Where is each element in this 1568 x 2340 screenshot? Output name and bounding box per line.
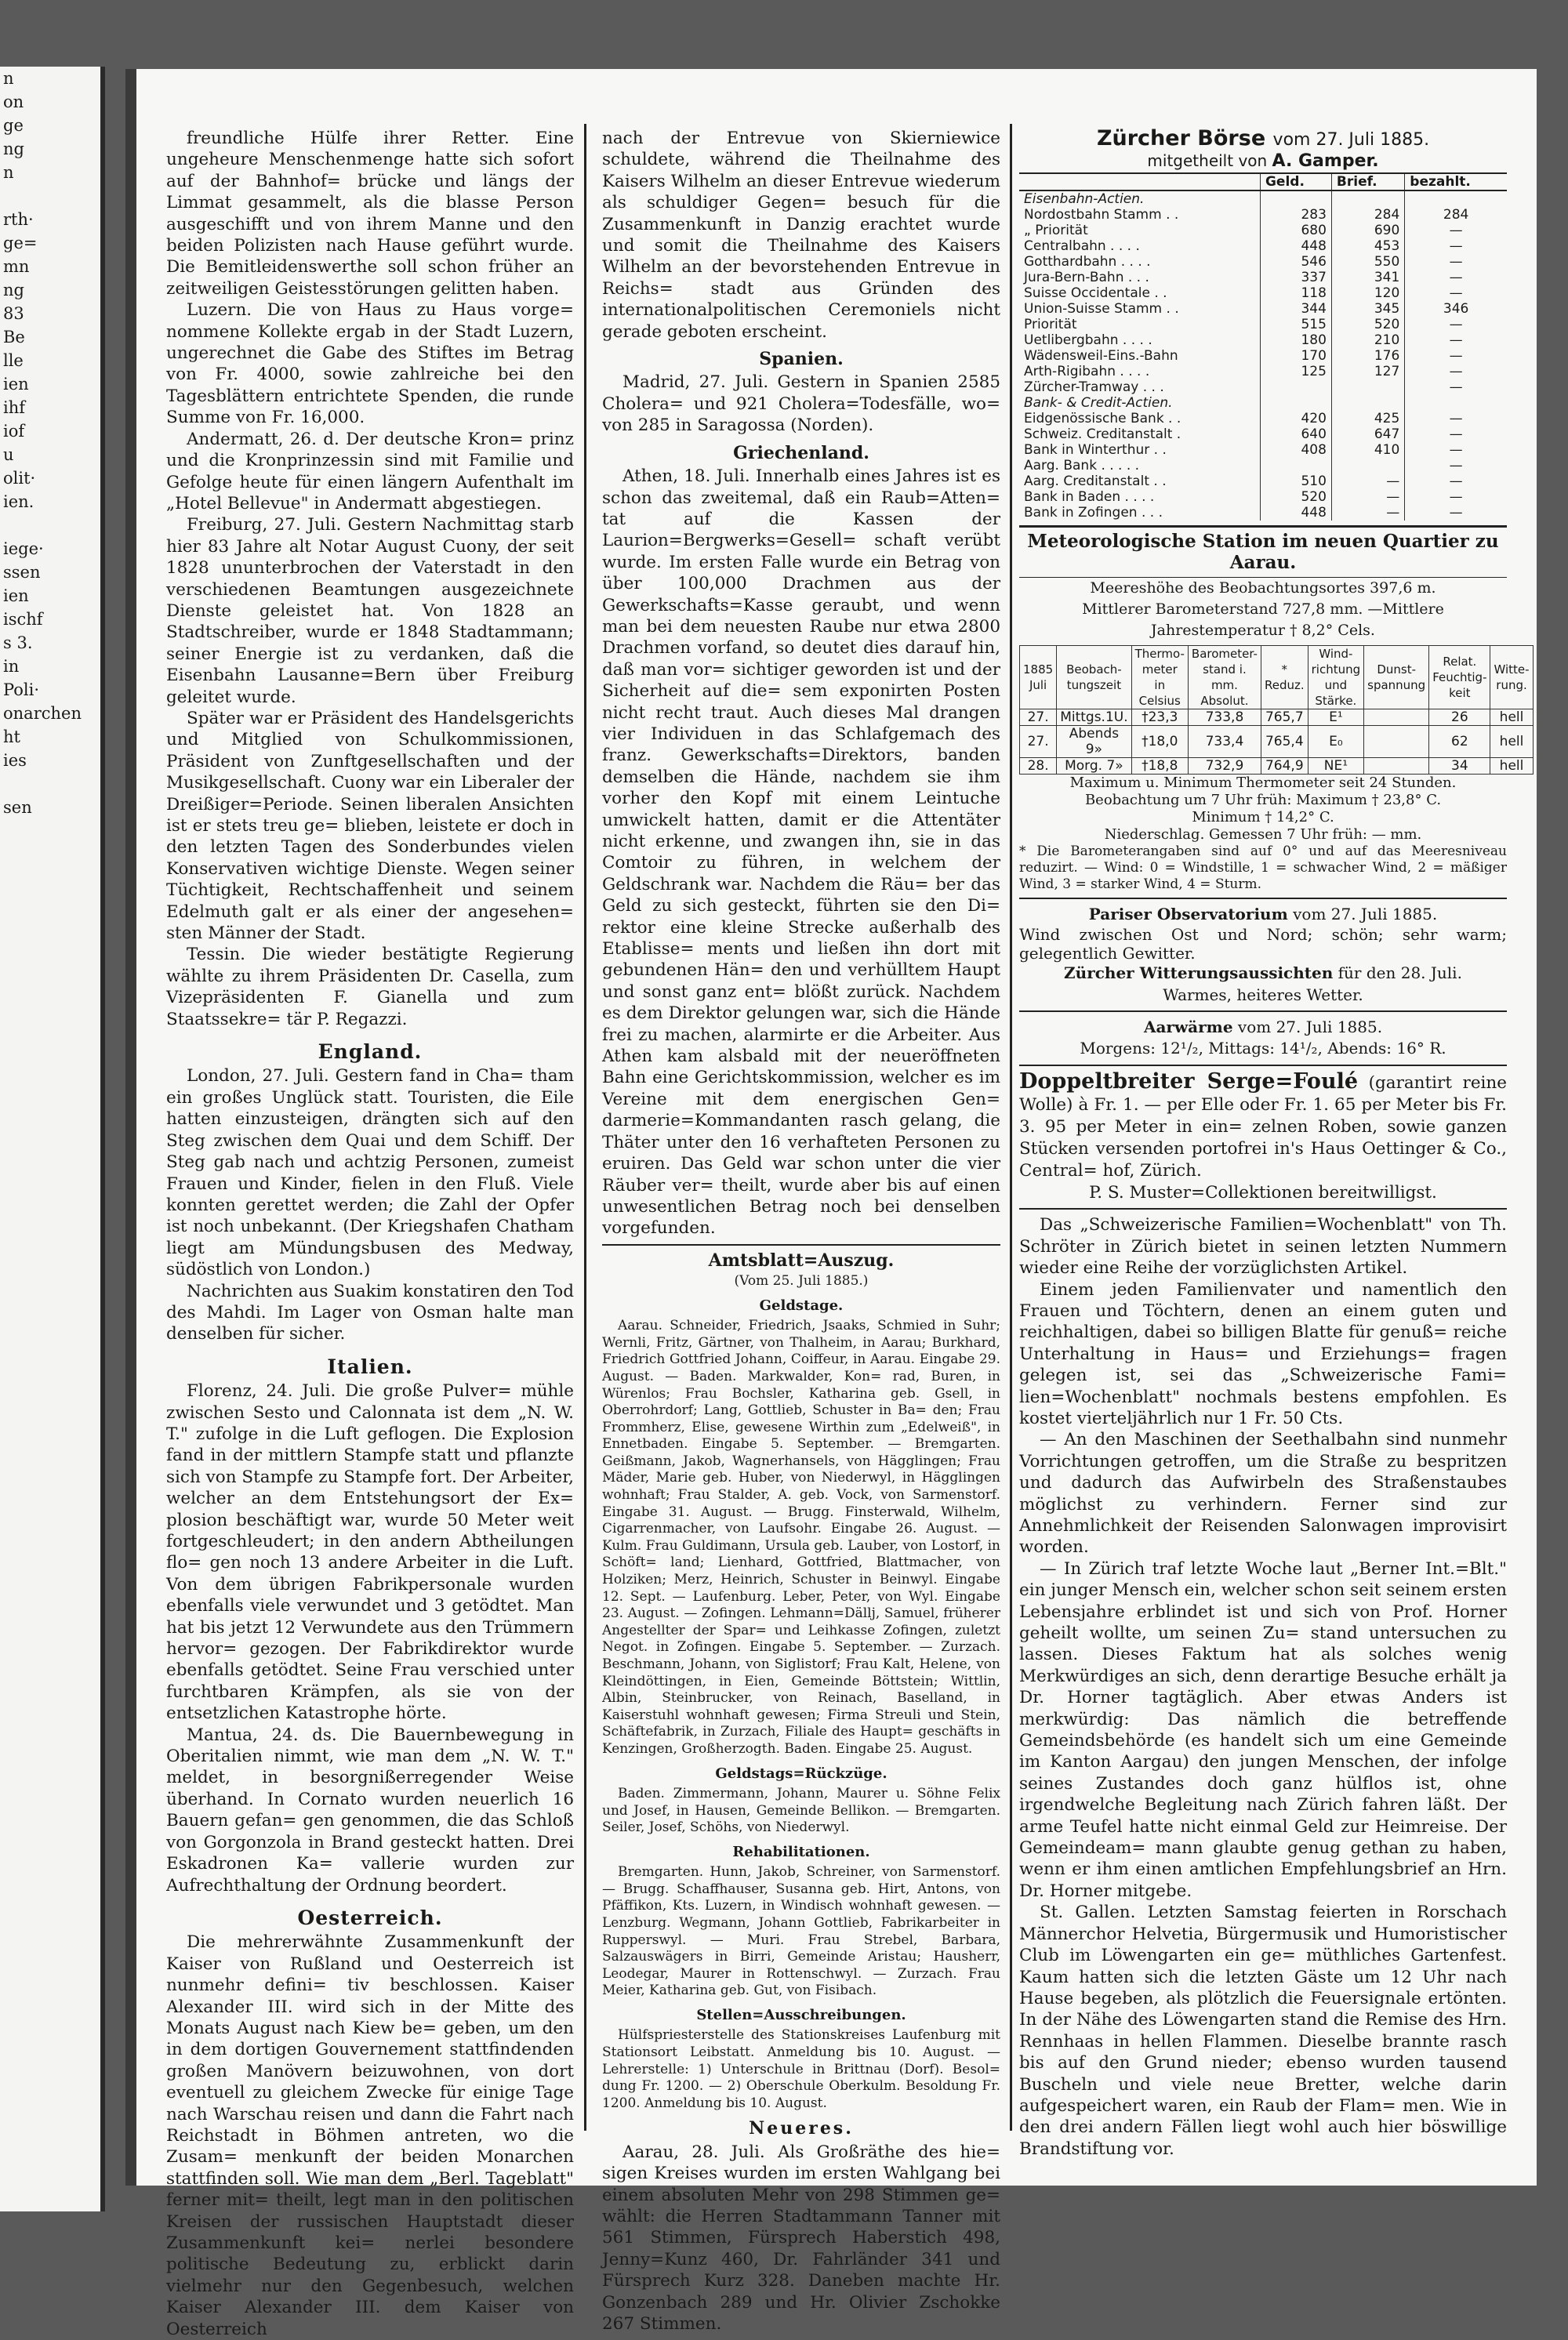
boerse-cell: [1260, 379, 1331, 395]
boerse-cell: 284: [1405, 207, 1507, 223]
heading-amtsblatt: Amtsblatt=Auszug.: [708, 1250, 895, 1271]
strip-fragment: onarchen: [3, 704, 82, 723]
met-observation: Beobachtung um 7 Uhr früh: Maximum † 23,8° C.: [1084, 791, 1442, 808]
boerse-cell: —: [1331, 505, 1404, 521]
boerse-cell: —: [1405, 364, 1507, 379]
article-zuerich-blind: — In Zürich traf letzte Woche laut „Berner Int.=Blt." ein junger Mensch ein, welcher schon seit seinem ersten Lebensjahre erblindet ist und sich von Prof. Horner geheilt wollte, um seinen Zu= stand untersuchen zu lassen. Dieses Faktum hat als solches wenig Merkwürdiges an sich, denn derartige Besuche erhält ja Dr. Horner tagtäglich. Aber etwas Anders ist merkwürdig: Das nämlich die betreffende Gemeindsbehörde (es handelt sich um eine Gemeinde im Kanton Aargau) den jungen Menschen, der infolge seines Zustandes doch ganz hülflos ist, ohne irgendwelche Begleitung nach Zürich fahren läßt. Der arme Teufel hatte nicht einmal Geld zur Heimreise. Der Gemeindeam= mann glaubte genug gethan zu haben, wenn er ihm einen amtlichen Empfehlungsbrief an Hrn. Dr. Horner mitgebe.: [1019, 1558, 1507, 1901]
rueckzuege-list: Baden. Zimmermann, Johann, Maurer u. Söhne Felix und Josef, in Hausen, Gemeinde Bellikon. — Bremgarten. Seiler, Josef, Schöhs, von Niederwyl.: [602, 1785, 1000, 1836]
strip-fragment: ht: [3, 727, 20, 746]
boerse-cell: 345: [1331, 301, 1404, 317]
boerse-row: [1019, 379, 1507, 395]
met-altitude: Meereshöhe des Beobachtungsortes 397,6 m.: [1090, 579, 1436, 597]
weather-cell: 765,4: [1261, 725, 1308, 757]
geldstage-list: Aarau. Schneider, Friedrich, Jsaaks, Schmied in Suhr; Wernli, Fritz, Gärtner, von Thalheim, in Aarau; Burkhard, Friedrich Gottfried Johann, Coiffeur, in Aarau. Eingabe 29. August. — Baden. Markwalder, Kon= rad, Buren, in Würenlos; Frau Bochsler, Katharina geb. Gsell, in Oberrohrdorf; Lang, Gottlieb, Schuster in Ba= den; Frau Frommherz, Elise, gewesene Wirthin zum „Edelweiß", in Ennetbaden. Eingabe 5. September. — Bremgarten. Geißmann, Jakob, Wagnerhansels, von Hägglingen; Frau Mäder, Marie geb. Huber, von Niederwyl, in Hägglingen wohnhaft; Frau Stalder, A. geb. Vock, von Sarmenstorf. Eingabe 31. August. — Brugg. Finsterwald, Wilhelm, Cigarrenmacher, von Laufsohr. Eingabe 26. August. — Kulm. Frau Guldimann, Ursula geb. Lauber, von Lostorf, in Schöft= land; Lienhard, Gottfried, Blattmacher, von Holziken; Merz, Heinrich, Schuster in Beinwyl. Eingabe 12. Sept. — Laufenburg. Leber, Peter, von Wyl. Eingabe 23. August. — Zofingen. Lehmann=Dällj, Samuel, früherer Angestellter der Spar= und Leihkasse Zofingen, zuletzt Negot. in Zofingen. Eingabe 5. September. — Zurzach. Beschmann, Johann, von Siglistorf; Frau Kalt, Helene, von Kleindöttingen, in Eien, Gemeinde Böttstein; Wittlin, Albin, Steinbrucker, von Reinach, Baselland, in Kaiserstuhl wohnhaft gewesen; Firma Streuli und Stein, Schäftefabrik, in Zurzach, Filiale des Haupt= geschäfts in Kenzingen, Großherzogth. Baden. Eingabe 25. August.: [602, 1318, 1000, 1757]
boerse-cell: Gotthardbahn . . . .: [1024, 253, 1151, 270]
aarwaerme-title: Aarwärme: [1143, 1018, 1233, 1037]
article-london: London, 27. Juli. Gestern fand in Cha= tham ein großes Unglück statt. Touristen, die Eile hatten einzusteigen, drängten sich auf den Steg zwischen dem Quai und dem Schiff. Der Steg gab nach und achtzig Personen, zumeist Frauen und Kinder, fielen in den Fluß. Viele konnten gerettet werden; die Zahl der Opfer ist noch unbekannt. (Der Kriegshafen Chatham liegt am Mündungsbusen des Medway, südöstlich von London.): [166, 1066, 574, 1280]
weather-cell: 733,4: [1188, 725, 1261, 757]
boerse-cell: [1260, 458, 1331, 473]
column-1: [166, 128, 574, 2340]
paris-text: Wind zwischen Ost und Nord; schön; sehr warm; gelegentlich Gewitter.: [1019, 925, 1507, 963]
boerse-cell: 520: [1331, 317, 1404, 332]
boerse-cell: 448: [1260, 505, 1331, 521]
aarwaerme-date: vom 27. Juli 1885.: [1237, 1018, 1383, 1037]
boerse-cell: Nordostbahn Stamm . .: [1024, 206, 1179, 223]
paris-heading: [1019, 904, 1507, 925]
boerse-cell: 408: [1260, 442, 1331, 458]
paris-title: Pariser Observatorium: [1088, 904, 1288, 923]
strip-fragment: [0, 513, 100, 537]
boerse-cell: —: [1405, 426, 1507, 442]
boerse-cell: —: [1405, 317, 1507, 332]
heading-oesterreich: Oesterreich.: [297, 1906, 443, 1929]
article-st-gallen: St. Gallen. Letzten Samstag feierten in Rorschach Männerchor Helvetia, Bürgermusik und Humoristischer Club im Löwengarten ein ge= müthliches Gartenfest. Kaum hatten sich die letzten Gäste um 12 Uhr nach Hause begeben, als plötzlich die Feuersignale ertönten. In der Nähe des Löwengarten stand die Remise des Hrn. Rennhaas in hellen Flammen. Dieselbe brannte rasch bis auf den Grund nieder; ebenso wurden tausend Buscheln und viele neue Bretter, welche darin aufgespeichert waren, ein Raub der Flam= men. Wie in den drei andern Fällen liegt wohl auch hier böswillige Brandstiftung vor.: [1019, 1903, 1507, 2159]
met-niederschlag: Niederschlag. Gemessen 7 Uhr früh: — mm.: [1104, 825, 1422, 843]
weather-header-cell: Dunst- spannung: [1364, 645, 1429, 709]
boerse-row: [1019, 364, 1507, 379]
article-kaiser: Die mehrerwähnte Zusammenkunft der Kaiser von Rußland und Oesterreich ist nunmehr defini= tiv beschlossen. Kaiser Alexander III. wird sich in der Mitte des Monats August nach Kiew be= geben, um den in dem dortigen Gouvernement stattfindenden großen Manövern beizuwohnen, von dort eventuell zu gleichem Zwecke für einige Tage nach Warschau reisen und dann die Fahrt nach Reichstadt in Böhmen antreten, wo die Zusam= menkunft der beiden Monarchen stattfinden soll. Wie man dem „Berl. Tageblatt" ferner mit= theilt, legt man in den politischen Kreisen der russischen Hauptstadt dieser Zusammenkunft kei= nerlei besondere politische Bedeutung zu, erblickt darin vielmehr nur den Gegenbesuch, welchen Kaiser Alexander III. dem Kaiser von Oesterreich: [166, 1932, 574, 2339]
boerse-cell: —: [1405, 223, 1507, 238]
boerse-cell: Priorität: [1024, 316, 1077, 332]
serge-ad: [1019, 1068, 1507, 1182]
boerse-row: [1019, 332, 1507, 348]
divider: [1019, 1208, 1507, 1210]
boerse-row: [1019, 207, 1507, 223]
met-footnote: * Die Barometerangaben sind auf 0° und auf das Meeresniveau reduzirt. — Wind: 0 = Windstille, 1 = schwacher Wind, 2 = mäßiger Wind, 3 = starker Wind, 4 = Sturm.: [1019, 843, 1507, 892]
boerse-cell: Jura-Bern-Bahn . . .: [1024, 269, 1149, 285]
strip-fragment: [0, 772, 100, 796]
heading-geldstage: Geldstage.: [759, 1297, 844, 1314]
boerse-empty-cell: [1405, 190, 1507, 207]
amtsblatt-date: (Vom 25. Juli 1885.): [734, 1273, 869, 1290]
boerse-table: [1019, 172, 1507, 521]
article-luzern: Luzern. Die von Haus zu Haus vorge= nommene Kollekte ergab in der Stadt Luzern, ungerechnet die Gabe des Stiftes im Betrag von Fr. 4000, sowie zahlreiche bei den Tagesblättern entrichtete Spenden, die runde Summe von Fr. 16,000.: [166, 300, 574, 428]
weather-cell: 733,8: [1188, 709, 1261, 725]
weather-header-cell: 1885 Juli: [1020, 645, 1057, 709]
weather-cell: hell: [1490, 725, 1533, 757]
weather-cell: 765,7: [1261, 709, 1308, 725]
met-minimum: Minimum † 14,2° C.: [1192, 808, 1334, 825]
article-athen: Athen, 18. Juli. Innerhalb eines Jahres ist es schon das zweitemal, daß ein Raub=Atten= tat auf die Kassen der Laurion=Bergwerks=Gesell= schaft verübt wurde. Im ersten Falle wurde ein Betrag von über 100,000 Drachmen aus der Gewerkschafts=Kasse geraubt, und wenn man bei dem neuesten Raube nur etwa 2800 Drachmen vorfand, so deutet dies darauf hin, daß man vor= sichtiger geworden ist und der Sicherheit auf die= sem exponirten Posten nicht recht traut. Auch dieses Mal drangen vier Individuen in das Schlafgemach des franz. Gewerkschafts=Direktors, banden demselben die Hände, nachdem sie ihm vorher den Kopf mit einem Leintuche umwickelt hatten, damit er die Attentäter nicht erkenne, und zwangen ihn, sie in das Comtoir zu führen, in welchem der Geldschrank war. Nachdem die Räu= ber das Geld zu sich gesteckt, führten sie den Di= rektor eine kleine Strecke außerhalb des Etablisse= ments und ließen ihn dort mit gebundenen Hän= den und verhülltem Haupt und sonst ganz ent= blößt zurück. Nachdem es dem Direktor gelungen war, sich die Hände frei zu machen, alarmirte er die Arbeiter. Aus Athen kam alsbald mit der neueröffneten Bahn eine Gerichtskommission, welcher es im Vereine mit dem energischen Gen= darmerie=Kommandanten rasch gelang, die Thäter unter den 16 verhafteten Personen zu eruiren. Das Geld war schon unter die vier Räuber ver= theilt, wurde aber bis auf einen unwesentlichen Betrag noch bei denselben vorgefunden.: [602, 466, 1000, 1239]
met-barometer: Mittlerer Barometerstand 727,8 mm. —Mittlere Jahrestemperatur † 8,2° Cels.: [1082, 600, 1444, 640]
column-rule-2: [1010, 124, 1012, 2131]
strip-fragment: iof: [3, 422, 25, 441]
boerse-cell: Uetlibergbahn . . . .: [1024, 332, 1152, 348]
boerse-row: [1019, 505, 1507, 521]
article-seethalbahn: — An den Maschinen der Seethalbahn sind nunmehr Vorrichtungen getroffen, um die Straße zu bespritzen und dadurch das Aufwirbeln des Straßenstaubes möglichst zu verhindern. Ferner sind zur Annehmlichkeit der Reisenden Salonwagen improvisirt worden.: [1019, 1430, 1507, 1558]
boerse-row: [1019, 348, 1507, 364]
strip-fragment: ies: [3, 751, 27, 770]
strip-fragment: 83: [3, 304, 24, 323]
boerse-section: Eisenbahn-Actien.: [1024, 190, 1145, 207]
boerse-cell: 127: [1331, 364, 1404, 379]
boerse-cell: Bank in Winterthur . .: [1024, 441, 1167, 458]
boerse-row: [1019, 254, 1507, 270]
weather-header-cell: Witte- rung.: [1490, 645, 1533, 709]
heading-italien: Italien.: [327, 1355, 413, 1378]
boerse-cell: —: [1405, 489, 1507, 505]
boerse-row: [1019, 411, 1507, 426]
strip-fragment: u: [3, 445, 14, 464]
weather-cell: 764,9: [1261, 757, 1308, 774]
heading-rehabilitationen: Rehabilitationen.: [732, 1843, 870, 1860]
serge-ps: P. S. Muster=Collektionen bereitwilligst.: [1089, 1182, 1437, 1203]
boerse-cell: 176: [1331, 348, 1404, 364]
boerse-row: [1019, 270, 1507, 285]
boerse-cell: 425: [1331, 411, 1404, 426]
boerse-cell: 118: [1260, 285, 1331, 301]
strip-fragment: ien: [3, 375, 29, 394]
met-station-title: Meteorologische Station im neuen Quartier zu Aarau.: [1019, 525, 1507, 578]
article-andermatt: Andermatt, 26. d. Der deutsche Kron= prinz und die Kronprinzessin sind mit Familie und Gefolge heute für einen längern Aufenthalt im „Hotel Bellevue" in Andermatt abgestiegen.: [166, 429, 574, 513]
boerse-cell: —: [1405, 442, 1507, 458]
weather-cell: †18,0: [1131, 725, 1188, 757]
boerse-cell: —: [1405, 285, 1507, 301]
weather-cell: 27.: [1020, 725, 1057, 757]
boerse-cell: Arth-Rigibahn . . . .: [1024, 363, 1150, 379]
boerse-cell: 180: [1260, 332, 1331, 348]
boerse-cell: 210: [1331, 332, 1404, 348]
strip-fragment: ien: [3, 586, 29, 605]
boerse-header-cell: Geld.: [1260, 173, 1331, 190]
strip-fragment: ien.: [3, 492, 34, 511]
boerse-cell: 420: [1260, 411, 1331, 426]
boerse-cell: 337: [1260, 270, 1331, 285]
boerse-cell: „ Priorität: [1024, 222, 1088, 238]
strip-fragment: Poli·: [3, 680, 40, 699]
zuerich-wx-date: für den 28. Juli.: [1338, 963, 1462, 983]
boerse-byline: [1019, 151, 1507, 172]
article-freiburg-2: Später war er Präsident des Handelsgerichts und Mitglied von Schulkommissionen, Präsident von Zunftgesellschaften und der Musikgesellschaft. Cuony war ein Liberaler der Dreißiger=Periode. Seinen liberalen Ansichten ist er stets treu ge= blieben, leistete er doch in den letzten Tagen des Sonderbundes vielen Konservativen wichtige Dienste. Wegen seiner Tüchtigkeit, Rechtschaffenheit und seinem Edelmuth galt er als einer der angesehen= sten Männer der Stadt.: [166, 708, 574, 944]
column-3: [1019, 126, 1530, 2160]
strip-fragment: olit·: [3, 469, 36, 488]
boerse-header-cell: [1019, 173, 1260, 190]
weather-cell: 27.: [1020, 709, 1057, 725]
boerse-cell: 346: [1405, 301, 1507, 317]
weather-header-cell: Wind- richtung und Stärke.: [1308, 645, 1364, 709]
boerse-cell: —: [1405, 238, 1507, 254]
boerse-cell: 283: [1260, 207, 1331, 223]
boerse-empty-cell: [1331, 190, 1404, 207]
boerse-cell: Schweiz. Creditanstalt .: [1024, 426, 1181, 442]
article-madrid: Madrid, 27. Juli. Gestern in Spanien 2585 Cholera= und 921 Cholera=Todesfälle, wo= von 285 in Saragossa (Norden).: [602, 372, 1000, 436]
article-tessin: Tessin. Die wieder bestätigte Regierung wählte zu ihrem Präsidenten Dr. Casella, zum Vizepräsidenten F. Gianella und zum Staatssekre= tär P. Regazzi.: [166, 945, 574, 1029]
aarwaerme-text: Morgens: 12¹/₂, Mittags: 14¹/₂, Abends: 16° R.: [1080, 1039, 1446, 1058]
weather-cell: E₀: [1308, 725, 1364, 757]
stellen-list: Hülfspriesterstelle des Stationskreises Laufenburg mit Stationsort Leibstatt. Anmeldung bis 10. August. — Lehrerstelle: 1) Unterschule in Brittnau (Dorf). Besol= dung Fr. 1200. — 2) Oberschule Oberkulm. Besoldung Fr. 1200. Anmeldung bis 10. August.: [602, 2027, 1000, 2111]
boerse-header-cell: Brief.: [1331, 173, 1404, 190]
boerse-cell: 284: [1331, 207, 1404, 223]
boerse-date: vom 27. Juli 1885.: [1272, 130, 1430, 150]
boerse-cell: 448: [1260, 238, 1331, 254]
weather-header-cell: Beobach- tungszeit: [1057, 645, 1131, 709]
boerse-cell: 546: [1260, 254, 1331, 270]
weather-cell: [1364, 757, 1429, 774]
weather-cell: E¹: [1308, 709, 1364, 725]
weather-cell: Mittgs.1U.: [1057, 709, 1131, 725]
article-aarau-wahl: Aarau, 28. Juli. Als Großräthe des hie= sigen Kreises wurden im ersten Wahlgang bei einem absoluten Mehr von 298 Stimmen ge= wählt: die Herren Stadtammann Tanner mit 561 Stimmen, Fürsprech Haberstich 498, Jenny=Kunz 460, Dr. Fahrländer 341 und Fürsprech Kurz 328. Daneben machte Hr. Gonzenbach 289 und Hr. Olivier Zschokke 267 Stimmen.: [602, 2142, 1000, 2334]
strip-fragment: ng: [3, 140, 24, 158]
heading-spanien: Spanien.: [759, 349, 844, 370]
boerse-row: [1019, 426, 1507, 442]
boerse-cell: Wädensweil-Eins.-Bahn: [1024, 347, 1178, 364]
boerse-cell: 170: [1260, 348, 1331, 364]
article-suakim: Nachrichten aus Suakim konstatiren den Tod des Mahdi. Im Lager von Osman halte man denselben für sicher.: [166, 1281, 574, 1344]
boerse-cell: Aarg. Creditanstalt . .: [1024, 473, 1167, 489]
boerse-row: [1019, 473, 1507, 489]
serge-text: (garantirt reine Wolle) à Fr. 1. — per Elle oder Fr. 1. 65 per Meter bis Fr. 3. 95 per Meter in ein= zelnen Roben, sowie ganzen Stücken versenden portofrei in's Haus Oettinger & Co., Central= hof, Zürich.: [1019, 1072, 1507, 1181]
met-maxmin: Maximum u. Minimum Thermometer seit 24 Stunden.: [1069, 774, 1457, 791]
strip-fragment: ge: [3, 116, 24, 135]
heading-england: England.: [318, 1040, 423, 1064]
newspaper-page: [125, 69, 1537, 2339]
boerse-empty-cell: [1260, 190, 1331, 207]
weather-cell: 28.: [1020, 757, 1057, 774]
strip-fragment: rth·: [3, 210, 34, 229]
weather-header-cell: * Reduz.: [1261, 645, 1308, 709]
boerse-cell: 453: [1331, 238, 1404, 254]
boerse-heading: [1019, 128, 1507, 151]
article-rescue: freundliche Hülfe ihrer Retter. Eine ungeheure Menschenmenge hatte sich sofort auf der Bahnhof= brücke und längs der Limmat gesammelt, als die blasse Person ausgeschifft und von ihrem Manne und den beiden Polizisten nach Hause geführt wurde. Die Bemitleidenswerthe soll schon früher an zeitweiligen Geistesstörungen gelitten haben.: [166, 129, 574, 299]
boerse-row: [1019, 301, 1507, 317]
weather-cell: Morg. 7»: [1057, 757, 1131, 774]
boerse-row: [1019, 458, 1507, 473]
strip-fragment: ge=: [3, 234, 38, 252]
boerse-cell: 550: [1331, 254, 1404, 270]
weather-cell: 34: [1429, 757, 1490, 774]
paris-date: vom 27. Juli 1885.: [1293, 904, 1438, 923]
strip-fragment: ng: [3, 281, 24, 299]
boerse-cell: Zürcher-Tramway . . .: [1024, 379, 1164, 395]
boerse-cell: —: [1405, 348, 1507, 364]
adjacent-page-strip: [0, 67, 105, 2211]
boerse-cell: 510: [1260, 473, 1331, 489]
boerse-cell: Centralbahn . . . .: [1024, 238, 1140, 254]
strip-fragment: ssen: [3, 563, 41, 582]
boerse-row: [1019, 317, 1507, 332]
boerse-cell: 410: [1331, 442, 1404, 458]
strip-fragment: n: [3, 69, 14, 88]
boerse-cell: 344: [1260, 301, 1331, 317]
boerse-row: [1019, 285, 1507, 301]
boerse-cell: —: [1405, 458, 1507, 473]
strip-fragment: ischf: [3, 610, 43, 629]
heading-stellen: Stellen=Ausschreibungen.: [696, 2006, 906, 2023]
strip-fragment: sen: [3, 798, 32, 817]
boerse-title: Zürcher Börse: [1096, 126, 1266, 151]
boerse-empty-cell: [1260, 395, 1331, 411]
strip-fragment: Be: [3, 328, 25, 346]
weather-cell: †23,3: [1131, 709, 1188, 725]
weather-row: [1020, 757, 1534, 774]
strip-fragment: n: [3, 163, 14, 182]
boerse-row: [1019, 238, 1507, 254]
divider: [1019, 898, 1507, 899]
boerse-by-label: mitgetheilt von: [1147, 151, 1268, 171]
boerse-cell: —: [1331, 473, 1404, 489]
boerse-cell: 680: [1260, 223, 1331, 238]
boerse-cell: —: [1405, 411, 1507, 426]
boerse-cell: —: [1405, 379, 1507, 395]
weather-header-cell: Relat. Feuchtig- keit: [1429, 645, 1490, 709]
strip-fragment: iege·: [3, 539, 44, 558]
boerse-row: [1019, 442, 1507, 458]
weather-header-cell: Barometer- stand i. mm. Absolut.: [1188, 645, 1261, 709]
column-2: [602, 128, 1000, 2335]
aarwaerme-heading: [1019, 1017, 1507, 1038]
divider: [1019, 1010, 1507, 1012]
weather-cell: [1364, 725, 1429, 757]
zuerich-wx-text: Warmes, heiteres Wetter.: [1163, 985, 1363, 1004]
rehabilitationen-list: Bremgarten. Hunn, Jakob, Schreiner, von Sarmenstorf. — Brugg. Schaffhauser, Susanna geb. Hirt, Antons, von Pfäffikon, Kts. Luzern, in Windisch wohnhaft gewesen. — Lenzburg. Wegmann, Johann Gottlieb, Fabrikarbeiter in Rupperswyl. — Muri. Frau Strebel, Barbara, Salzauswägers in Birri, Gemeinde Aristau; Hausherr, Leodegar, Maurer in Rottenschwyl. — Zurzach. Frau Meier, Katharina geb. Gut, von Fisibach.: [602, 1864, 1000, 1999]
column-rule-1: [584, 124, 586, 2131]
article-florenz: Florenz, 24. Juli. Die große Pulver= mühle zwischen Sesto und Calonnata ist dem „N. W. T." zufolge in die Luft geflogen. Die Explosion fand in der mittlern Stampfe statt und pflanzte sich von Stampfe zu Stampfe fort. Der Arbeiter, welcher an dem Entstehungsort der Ex= plosion beschäftigt war, wurde 50 Meter weit fortgeschleudert; in den andern Abtheilungen flo= gen noch 13 andere Arbeiter in die Luft. Von dem übrigen Fabrikpersonale wurden ebenfalls viele verwundet und 3 getödtet. Man hat bis jetzt 12 Verwundete aus den Trümmern hervor= gezogen. Der Fabrikdirektor wurde ebenfalls getödtet. Seine Frau verschied unter furchtbaren Krämpfen, als sie von der entsetzlichen Katastrophe hörte.: [166, 1381, 574, 1724]
boerse-row: [1019, 489, 1507, 505]
boerse-cell: Aarg. Bank . . . . .: [1024, 457, 1140, 473]
article-mantua: Mantua, 24. ds. Die Bauernbewegung in Oberitalien nimmt, wie man dem „N. W. T." meldet, in besorgnißerregender Weise überhand. In Cornato wurden neuerlich 16 Bauern gefan= gen genommen, die das Schloß von Gorgonzola in Brand gesteckt hatten. Drei Eskadronen Ka= vallerie wurden zur Aufrechthaltung der Ordnung beordert.: [166, 1725, 574, 1896]
strip-fragment: [0, 184, 100, 208]
weather-header-cell: Thermo- meter in Celsius: [1131, 645, 1188, 709]
boerse-cell: Union-Suisse Stamm . .: [1024, 300, 1179, 317]
boerse-cell: —: [1405, 332, 1507, 348]
boerse-empty-cell: [1405, 395, 1507, 411]
article-freiburg: Freiburg, 27. Juli. Gestern Nachmittag starb hier 83 Jahre alt Notar August Cuony, der seit 1828 ununterbrochen der Vaterstadt in den verschiedenen Beamtungen ausgezeichnete Dienste geleistet hat. Von 1828 an Stadtschreiber, wurde er 1848 Stadtammann; seiner Energie ist zu verdanken, daß die Eisenbahn Lausanne=Bern über Freiburg geleitet wurde.: [166, 515, 574, 707]
strip-fragment: on: [3, 93, 24, 111]
heading-rueckzuege: Geldstags=Rückzüge.: [715, 1765, 887, 1782]
boerse-cell: Suisse Occidentale . .: [1024, 285, 1167, 301]
boerse-cell: [1331, 379, 1404, 395]
weather-cell: [1364, 709, 1429, 725]
serge-title: Doppeltbreiter Serge=Foulé: [1019, 1068, 1359, 1094]
boerse-cell: 520: [1260, 489, 1331, 505]
article-familienblatt-2: Einem jeden Familienvater und namentlich den Frauen und Töchtern, denen an einem guten und reichhaltigen, dabei so billigen Blatte für genuß= reiche Unterhaltung in Haus= und Erziehungs= fragen gelegen ist, sei das „Schweizerische Fami= lien=Wochenblatt" nochmals bestens empfohlen. Es kostet vierteljährlich nur 1 Fr. 50 Cts.: [1019, 1279, 1507, 1428]
weather-cell: 26: [1429, 709, 1490, 725]
divider: [602, 1244, 1000, 1246]
zuerich-wx-title: Zürcher Witterungsaussichten: [1064, 963, 1334, 983]
boerse-name: A. Gamper.: [1272, 151, 1379, 172]
boerse-cell: [1331, 458, 1404, 473]
divider: [1019, 1065, 1507, 1066]
weather-cell: Abends 9»: [1057, 725, 1131, 757]
boerse-cell: 120: [1331, 285, 1404, 301]
boerse-cell: Bank in Zofingen . . .: [1024, 504, 1163, 521]
boerse-cell: 690: [1331, 223, 1404, 238]
weather-cell: 62: [1429, 725, 1490, 757]
boerse-cell: 341: [1331, 270, 1404, 285]
boerse-cell: 640: [1260, 426, 1331, 442]
weather-row: [1020, 709, 1534, 725]
strip-fragment: lle: [3, 351, 24, 370]
article-familienblatt: Das „Schweizerische Familien=Wochenblatt" von Th. Schröter in Zürich bietet in seinen letzten Nummern wieder eine Reihe der vorzüglichsten Artikel.: [1019, 1215, 1507, 1279]
boerse-cell: —: [1405, 254, 1507, 270]
strip-fragment: mn: [3, 257, 30, 276]
weather-cell: †18,8: [1131, 757, 1188, 774]
strip-fragment: ihf: [3, 398, 26, 417]
heading-neueres: Neueres.: [749, 2118, 854, 2139]
boerse-section: Bank- & Credit-Actien.: [1024, 394, 1173, 411]
boerse-cell: 125: [1260, 364, 1331, 379]
boerse-cell: —: [1405, 270, 1507, 285]
boerse-cell: Bank in Baden . . . .: [1024, 488, 1155, 505]
boerse-header-cell: bezahlt.: [1405, 173, 1507, 190]
weather-cell: NE¹: [1308, 757, 1364, 774]
boerse-cell: —: [1405, 473, 1507, 489]
weather-row: [1020, 725, 1534, 757]
boerse-cell: 515: [1260, 317, 1331, 332]
boerse-cell: —: [1405, 505, 1507, 521]
boerse-cell: Eidgenössische Bank . .: [1024, 410, 1181, 426]
strip-fragment: s 3.: [3, 633, 33, 652]
article-kaiser-cont: nach der Entrevue von Skierniewice schuldete, während die Theilnahme des Kaisers Wilhelm an dieser Entrevue wiederum als schuldiger Gegen= besuch für die Zusammenkunft in Danzig erachtet wurde und somit die Theilnahme des Kaisers Wilhelm an der bevorstehenden Entrevue in Reichs= stadt aus Gründen des internationalpolitischen Ceremoniels nicht gerade geboten erscheint.: [602, 129, 1000, 342]
boerse-empty-cell: [1331, 395, 1404, 411]
boerse-cell: 647: [1331, 426, 1404, 442]
zuerich-wx-heading: [1019, 963, 1507, 984]
boerse-row: [1019, 223, 1507, 238]
weather-table: [1019, 645, 1534, 775]
weather-cell: hell: [1490, 709, 1533, 725]
strip-fragment: in: [3, 657, 20, 676]
boerse-cell: —: [1331, 489, 1404, 505]
heading-griechenland: Griechenland.: [733, 442, 869, 463]
weather-cell: hell: [1490, 757, 1533, 774]
weather-cell: 732,9: [1188, 757, 1261, 774]
